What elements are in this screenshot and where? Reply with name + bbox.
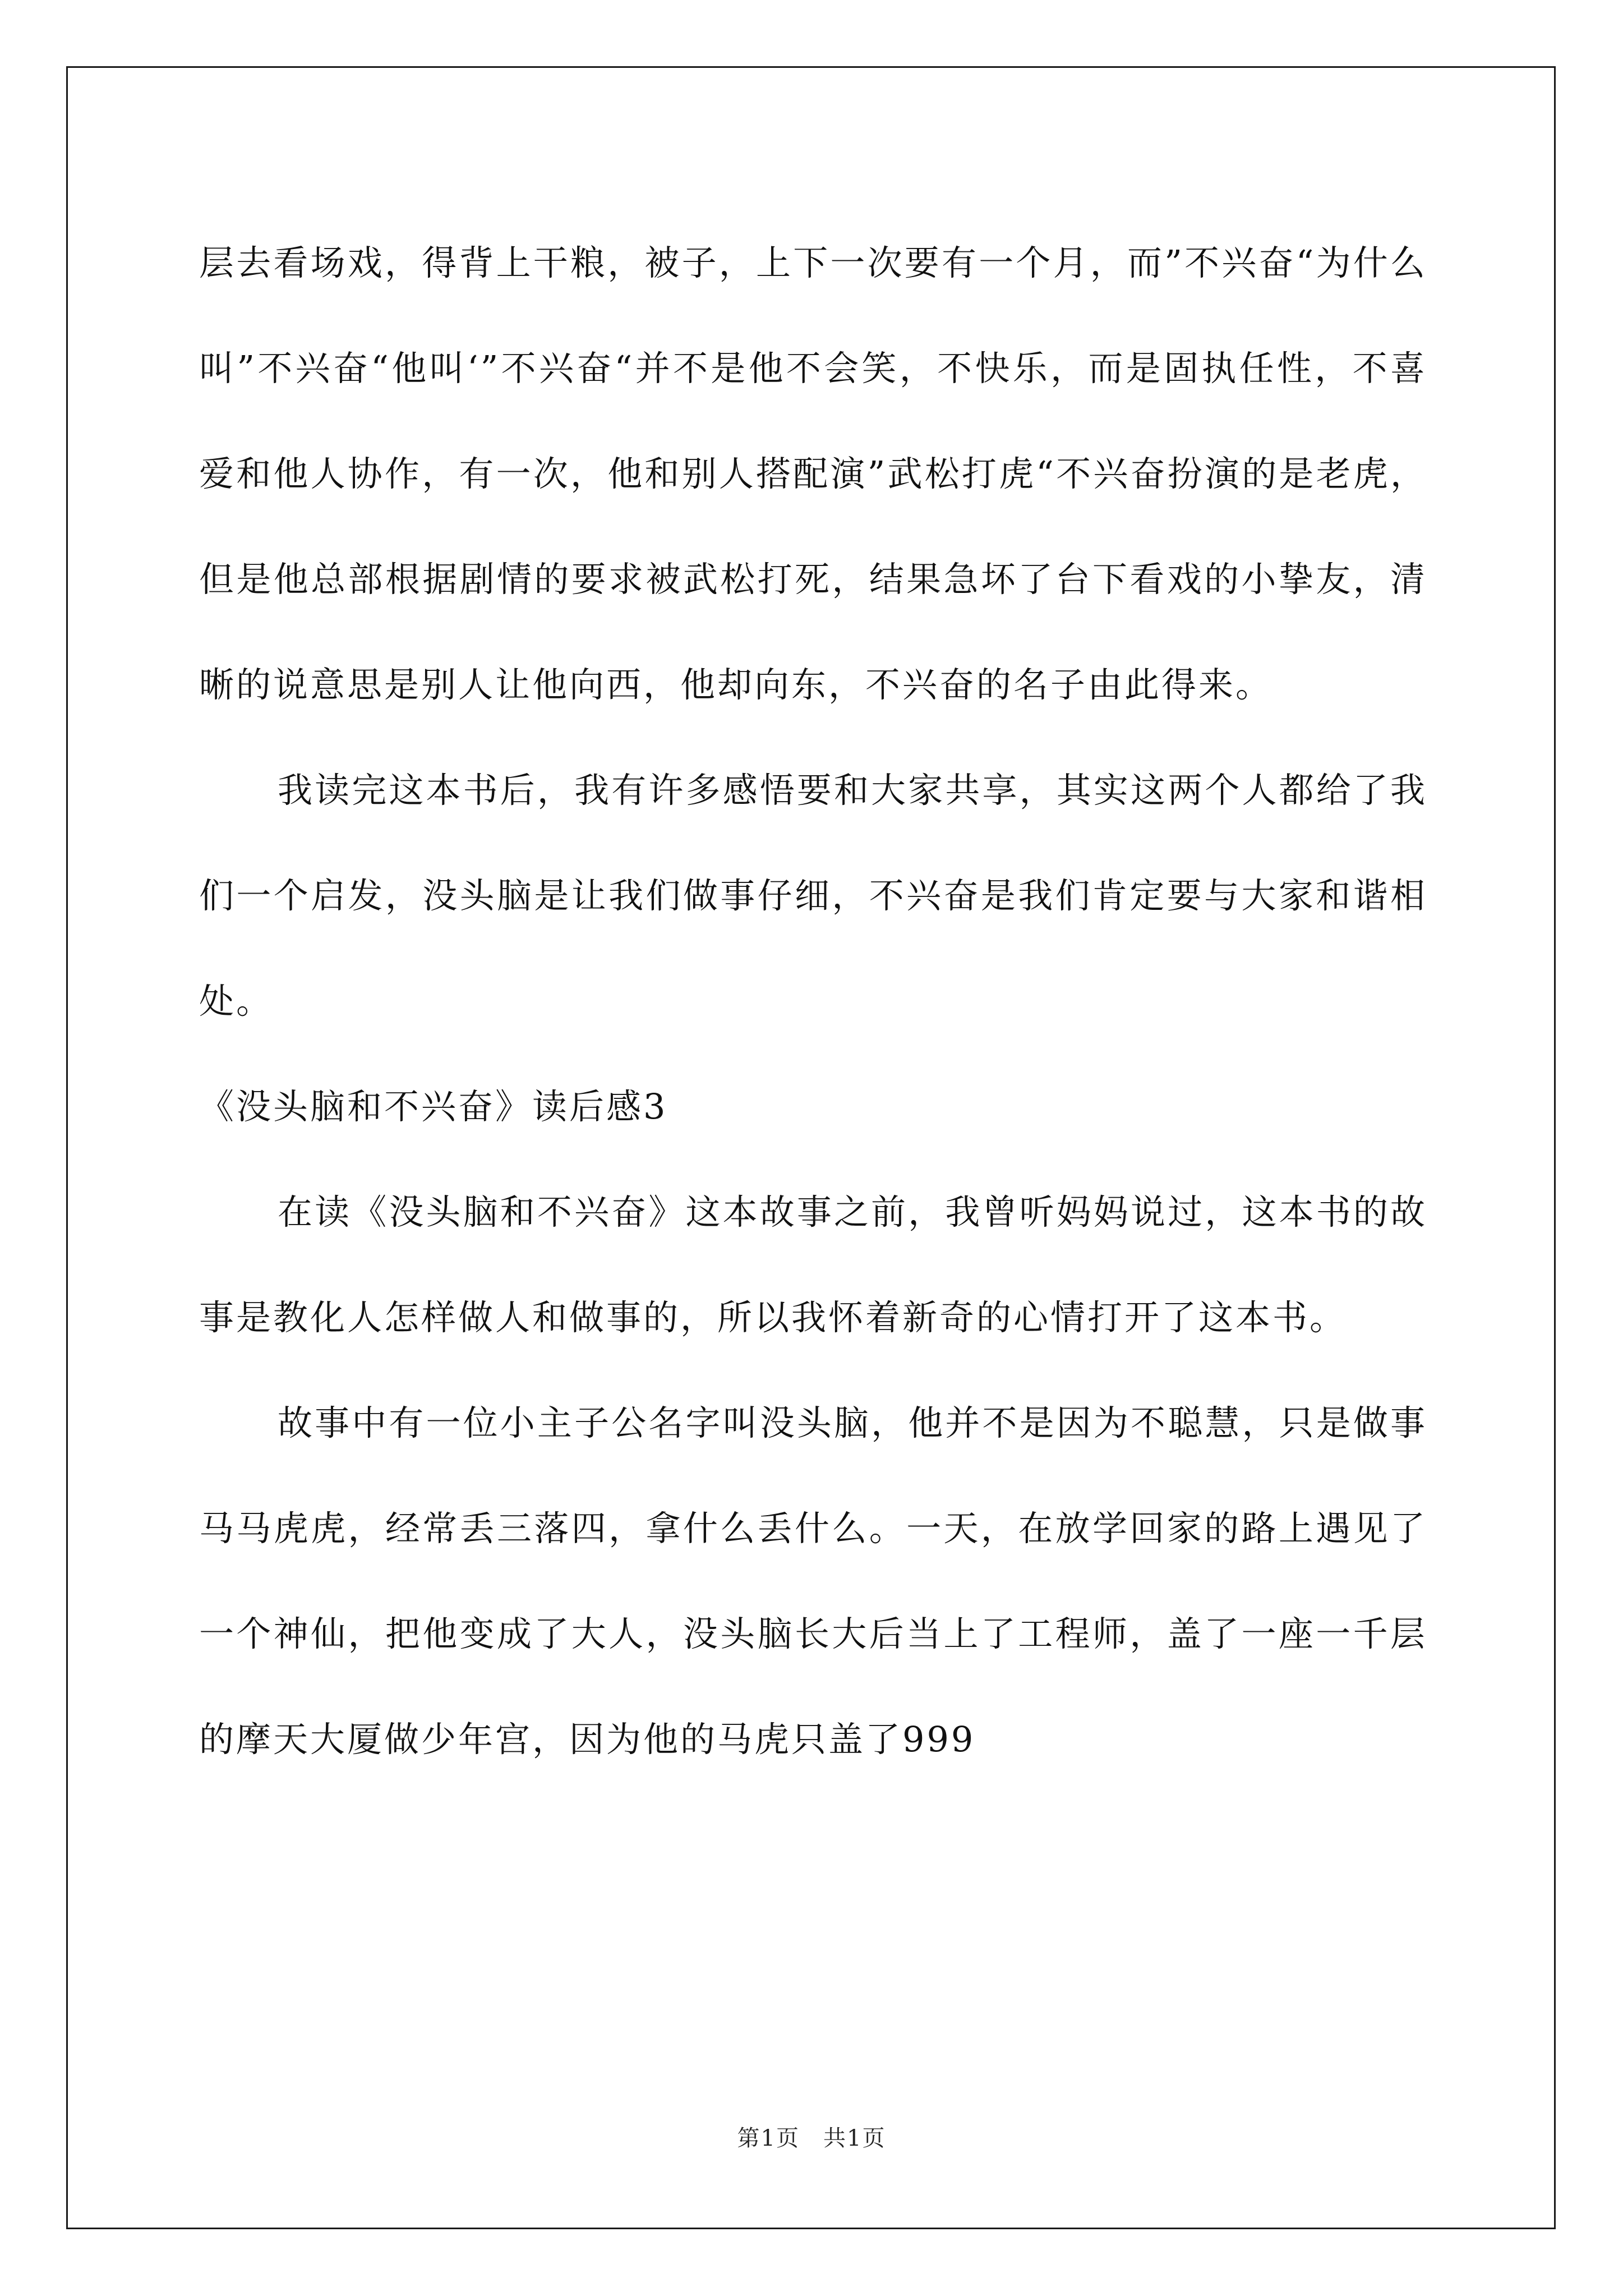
paragraph-3: 在读《没头脑和不兴奋》这本故事之前，我曾听妈妈说过，这本书的故事是教化人怎样做人和做事的，所以我怀着新奇的心情打开了这本书。 — [199, 1191, 1427, 1338]
paragraph-1: 层去看场戏，得背上干粮，被子，上下一次要有一个月，而”不兴奋“为什么叫”不兴奋“他叫‘”不兴奋“并不是他不会笑，不快乐，而是固执任性，不喜爱和他人协作，有一次，他和别人搭配演”武松打虎“不兴奋扮演的是老虎，但是他总部根据剧情的要求被武松打死，结果急坏了台下看戏的小挚友，清晰的说意思是别人让他向西，他却向东，不兴奋的名子由此得来。 — [199, 242, 1427, 705]
paragraph-4: 故事中有一位小主子公名字叫没头脑，他并不是因为不聪慧，只是做事马马虎虎，经常丢三落四，拿什么丢什么。一天，在放学回家的路上遇见了一个神仙，把他变成了大人，没头脑长大后当上了工程师，盖了一座一千层的摩天大厦做少年宫，因为他的马虎只盖了999 — [199, 1402, 1427, 1760]
page-number-footer: 第1页 共1页 — [737, 2125, 886, 2151]
paragraph-2: 我读完这本书后，我有许多感悟要和大家共享，其实这两个人都给了我们一个启发，没头脑是让我们做事仔细，不兴奋是我们肯定要与大家和谐相处。 — [199, 770, 1427, 1022]
section-heading: 《没头脑和不兴奋》读后感3 — [199, 1086, 668, 1127]
document-body — [199, 210, 1427, 1792]
